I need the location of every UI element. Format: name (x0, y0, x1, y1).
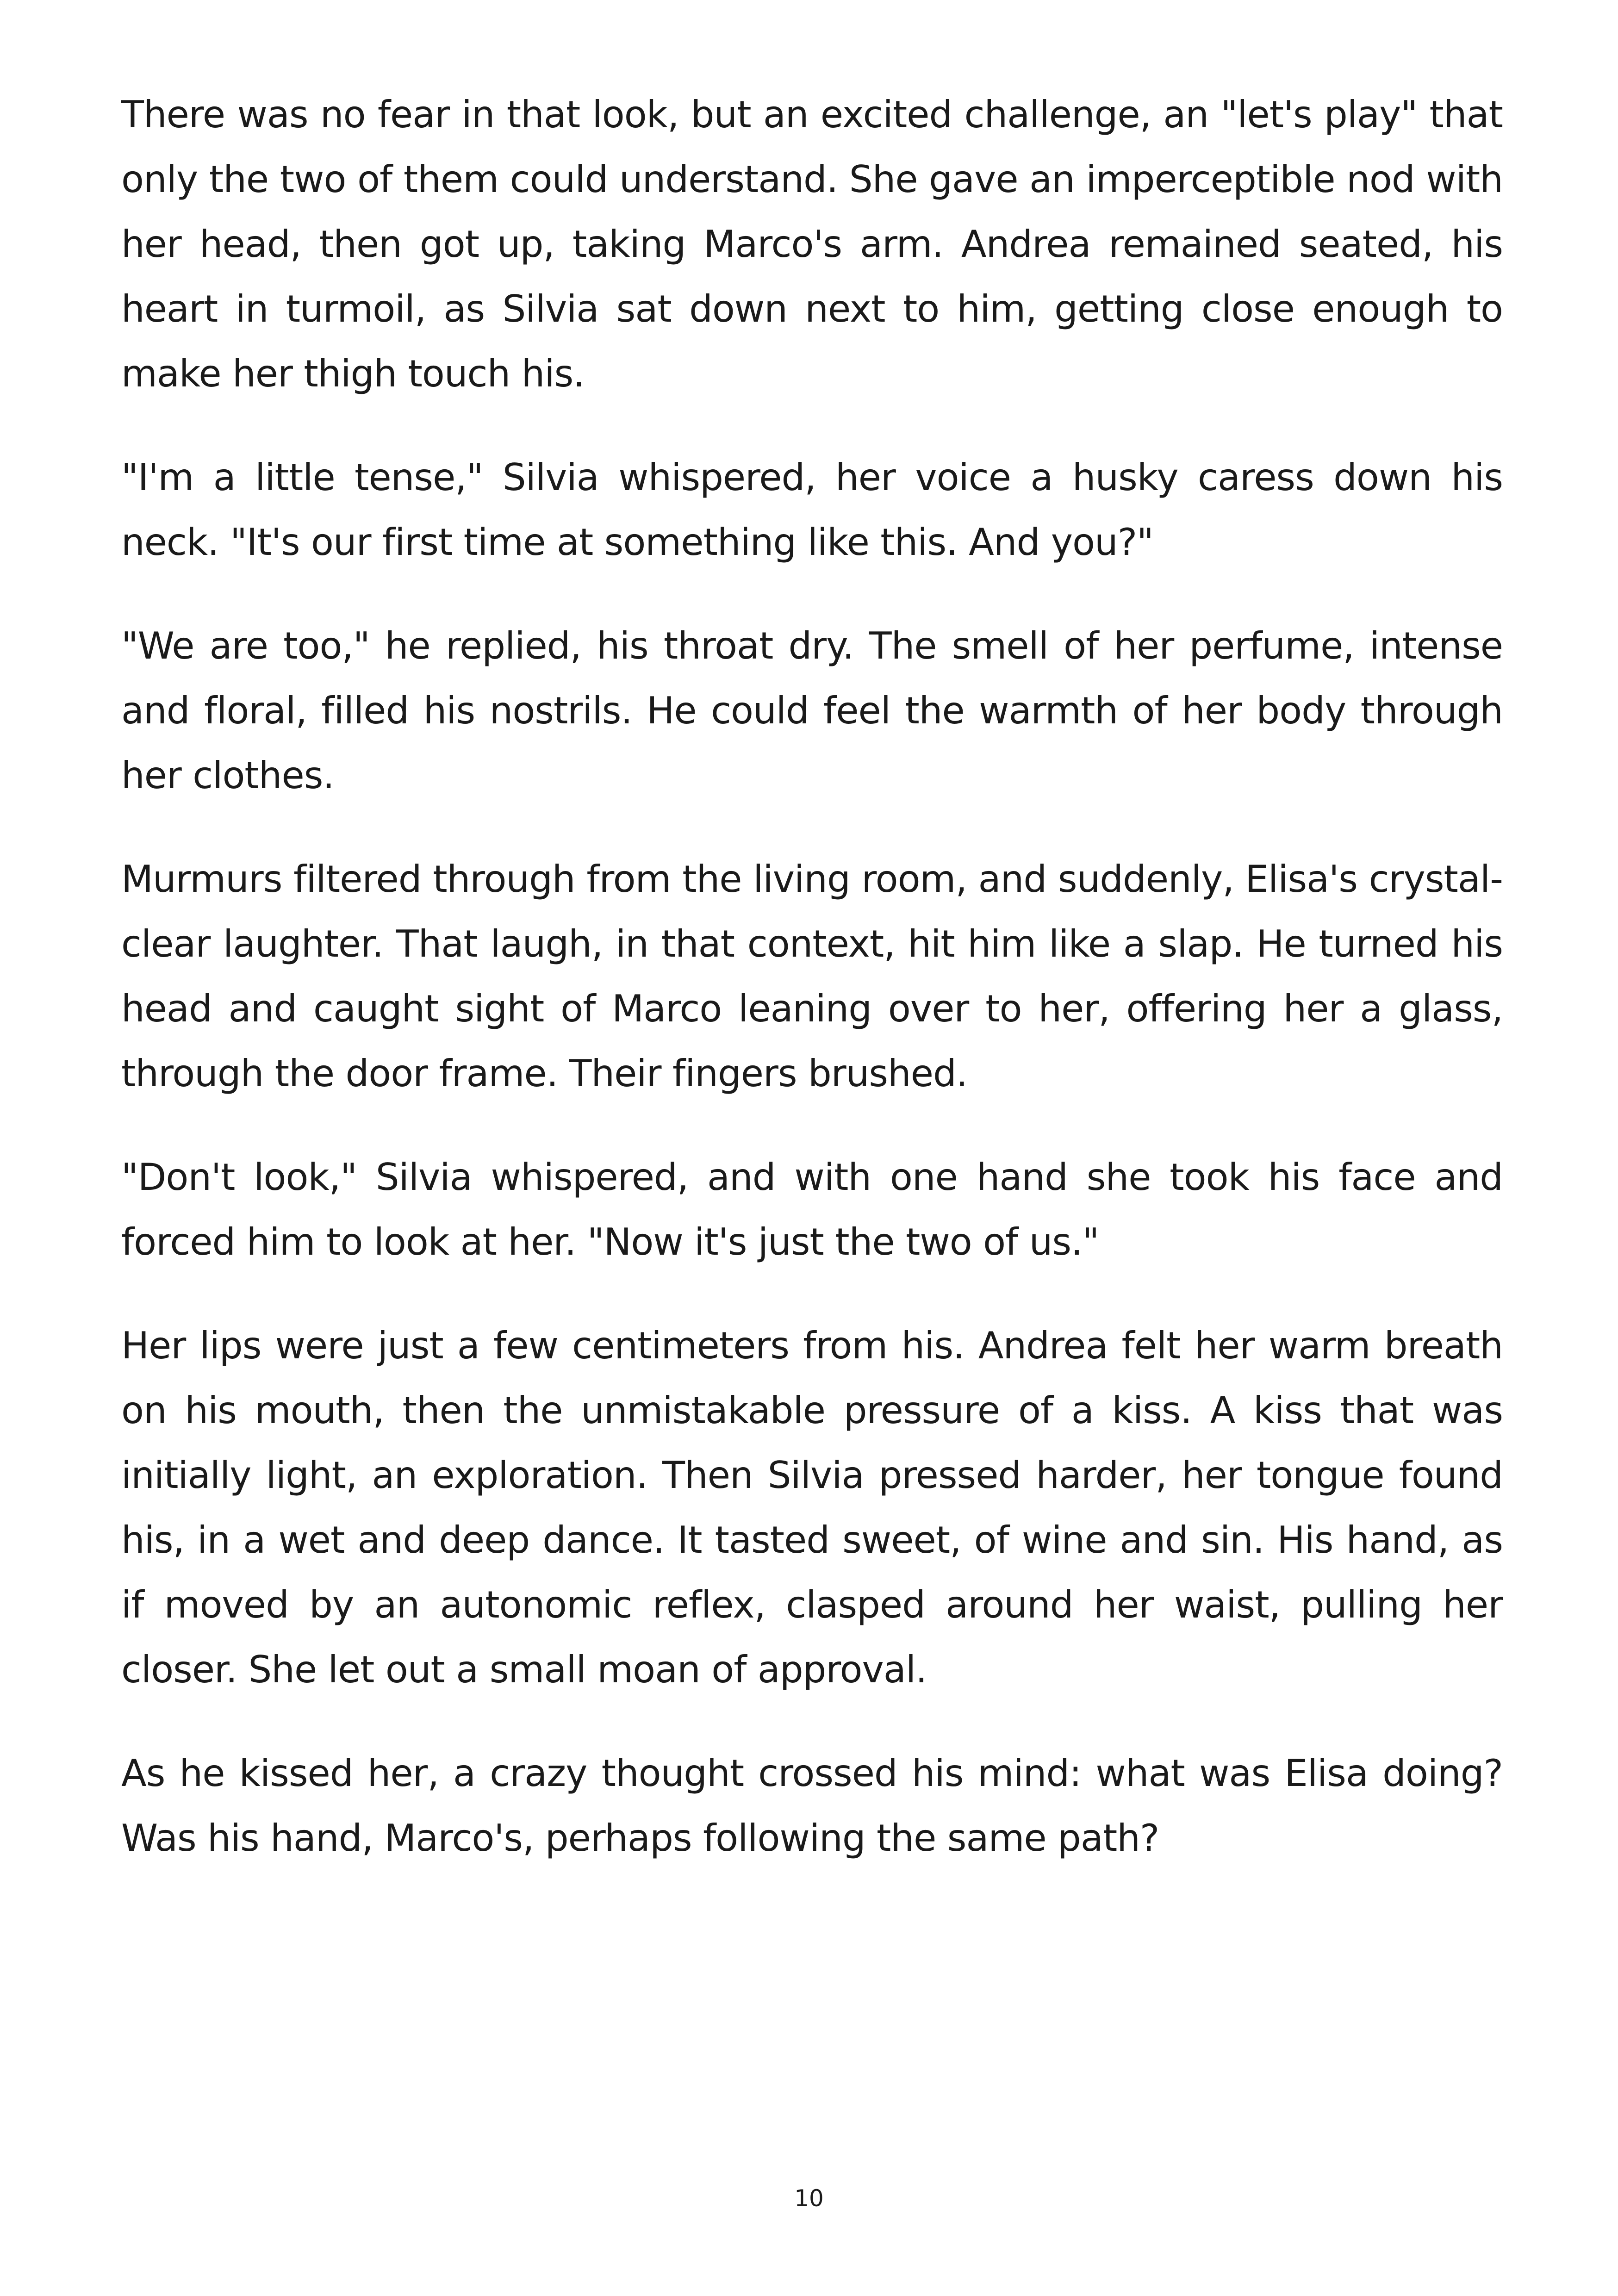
paragraph-2: "I'm a little tense," Silvia whispered, her voice a husky caress down his neck. "It's our first time at something like this. And you?" (121, 456, 1503, 564)
paragraph-3: "We are too," he replied, his throat dry. The smell of her perfume, intense and floral, filled his nostrils. He could feel the warmth of her body through her clothes. (121, 624, 1503, 797)
paragraph-7: As he kissed her, a crazy thought crossed his mind: what was Elisa doing? Was his hand, Marco's, perhaps following the same path? (121, 1752, 1503, 1860)
paragraph-4: Murmurs filtered through from the living room, and suddenly, Elisa's crystal-clear laughter. That laugh, in that context, hit him like a slap. He turned his head and caught sight of Marco leaning over to her, offering her a glass, through the door frame. Their fingers brushed. (121, 858, 1503, 1095)
page-number: 10 (794, 2185, 824, 2212)
paragraph-5: "Don't look," Silvia whispered, and with one hand she took his face and forced him to look at her. "Now it's just the two of us." (121, 1156, 1503, 1263)
paragraph-1: There was no fear in that look, but an excited challenge, an "let's play" that only the two of them could understand. She gave an imperceptible nod with her head, then got up, taking Marco's arm. Andrea remained seated, his heart in turmoil, as Silvia sat down next to him, getting close enough to make her thigh touch his. (121, 93, 1503, 395)
body-text (121, 82, 1503, 1910)
paragraph-6: Her lips were just a few centimeters from his. Andrea felt her warm breath on his mouth, then the unmistakable pressure of a kiss. A kiss that was initially light, an exploration. Then Silvia pressed harder, her tongue found his, in a wet and deep dance. It tasted sweet, of wine and sin. His hand, as if moved by an autonomic reflex, clasped around her waist, pulling her closer. She let out a small moan of approval. (121, 1324, 1503, 1691)
